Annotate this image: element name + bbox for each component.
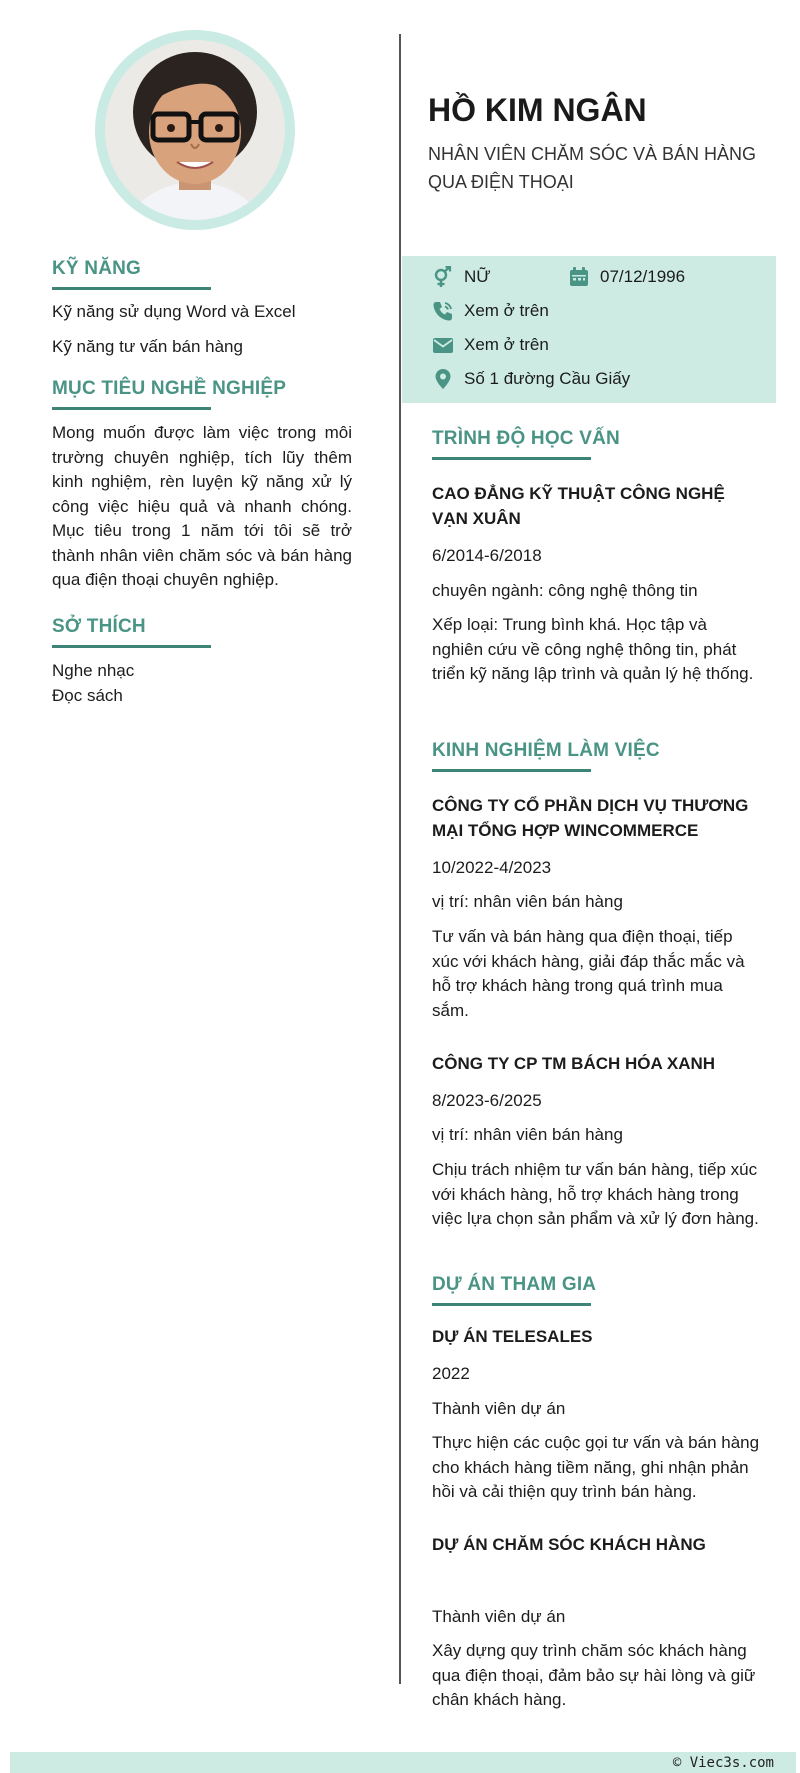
education-school: CAO ĐẲNG KỸ THUẬT CÔNG NGHỆ VẠN XUÂN <box>432 484 725 528</box>
gender-row <box>432 266 491 288</box>
birthday-value: 07/12/1996 <box>600 267 686 286</box>
job-description: Chịu trách nhiệm tư vấn bán hàng, tiếp xúc với khách hàng, hỗ trợ khách hàng trong việc lựa chọn sản phẩm và xử lý đơn hàng. <box>432 1160 759 1228</box>
envelope-icon <box>432 334 454 356</box>
phone-icon <box>432 300 454 322</box>
phone-value: Xem ở trên <box>464 301 549 320</box>
project-name: DỰ ÁN CHĂM SÓC KHÁCH HÀNG <box>432 1535 706 1554</box>
job-company: CÔNG TY CP TM BÁCH HÓA XANH <box>432 1054 716 1073</box>
candidate-name: HỒ KIM NGÂN <box>428 92 647 128</box>
avatar <box>105 40 285 220</box>
project-role: Thành viên dự án <box>432 1399 566 1418</box>
projects-title: DỰ ÁN THAM GIA <box>432 1274 597 1295</box>
experience-title: KINH NGHIỆM LÀM VIỆC <box>432 740 660 761</box>
email-value: Xem ở trên <box>464 335 549 354</box>
map-pin-icon <box>432 368 454 390</box>
skill-item: Kỹ năng tư vấn bán hàng <box>52 337 243 356</box>
gender-value: NỮ <box>464 267 491 286</box>
footer-bar <box>10 1752 796 1773</box>
project-description: Thực hiện các cuộc gọi tư vấn và bán hàng cho khách hàng tiềm năng, ghi nhận phản hồi và cải thiện quy trình bán hàng. <box>432 1433 760 1501</box>
project-role: Thành viên dự án <box>432 1607 566 1626</box>
phone-row <box>432 300 549 322</box>
job-title: NHÂN VIÊN CHĂM SÓC VÀ BÁN HÀNG QUA ĐIỆN THOẠI <box>428 144 757 192</box>
project-description: Xây dựng quy trình chăm sóc khách hàng qua điện thoại, đảm bảo sự hài lòng và giữ chân khách hàng. <box>432 1641 756 1709</box>
objective-text: Mong muốn được làm việc trong môi trường chuyên nghiệp, tích lũy thêm kinh nghiệm, rèn luyện kỹ năng xử lý công việc hiệu quả và nhanh chóng. Mục tiêu trong 1 năm tới tôi sẽ trở thành nhân viên chăm sóc và bán hàng qua điện thoại chuyên nghiệp. <box>52 423 352 589</box>
job-company: CÔNG TY CỔ PHẦN DỊCH VỤ THƯƠNG MẠI TỔNG HỢP WINCOMMERCE <box>432 796 749 840</box>
job-period: 8/2023-6/2025 <box>432 1091 542 1110</box>
job-period: 10/2022-4/2023 <box>432 858 552 877</box>
job-position: vị trí: nhân viên bán hàng <box>432 892 623 911</box>
job-description: Tư vấn và bán hàng qua điện thoại, tiếp xúc với khách hàng, giải đáp thắc mắc và hỗ trợ khách hàng trong quá trình mua sắm. <box>432 927 745 1020</box>
hobby-item: Đọc sách <box>52 686 123 705</box>
job-position: vị trí: nhân viên bán hàng <box>432 1125 623 1144</box>
address-value: Số 1 đường Cầu Giấy <box>464 369 631 388</box>
email-row <box>432 334 549 356</box>
hobbies-title: SỞ THÍCH <box>52 616 146 637</box>
hobby-item: Nghe nhạc <box>52 661 135 680</box>
education-major: chuyên ngành: công nghệ thông tin <box>432 581 698 600</box>
education-period: 6/2014-6/2018 <box>432 546 542 565</box>
column-divider <box>399 34 401 1684</box>
birthday-row <box>568 266 685 288</box>
objective-title: MỤC TIÊU NGHỀ NGHIỆP <box>52 378 287 399</box>
watermark-text: © Viec3s.com <box>672 1755 774 1771</box>
education-title: TRÌNH ĐỘ HỌC VẤN <box>432 428 620 449</box>
skills-title: KỸ NĂNG <box>52 258 142 279</box>
skill-item: Kỹ năng sử dụng Word và Excel <box>52 302 296 321</box>
address-row <box>432 368 630 390</box>
education-description: Xếp loại: Trung bình khá. Học tập và nghiên cứu về công nghệ thông tin, phát triển kỹ năng lập trình và quản lý hệ thống. <box>432 615 754 683</box>
gender-icon <box>432 266 454 288</box>
project-name: DỰ ÁN TELESALES <box>432 1327 593 1346</box>
project-year: 2022 <box>432 1364 470 1383</box>
calendar-icon <box>568 266 590 288</box>
